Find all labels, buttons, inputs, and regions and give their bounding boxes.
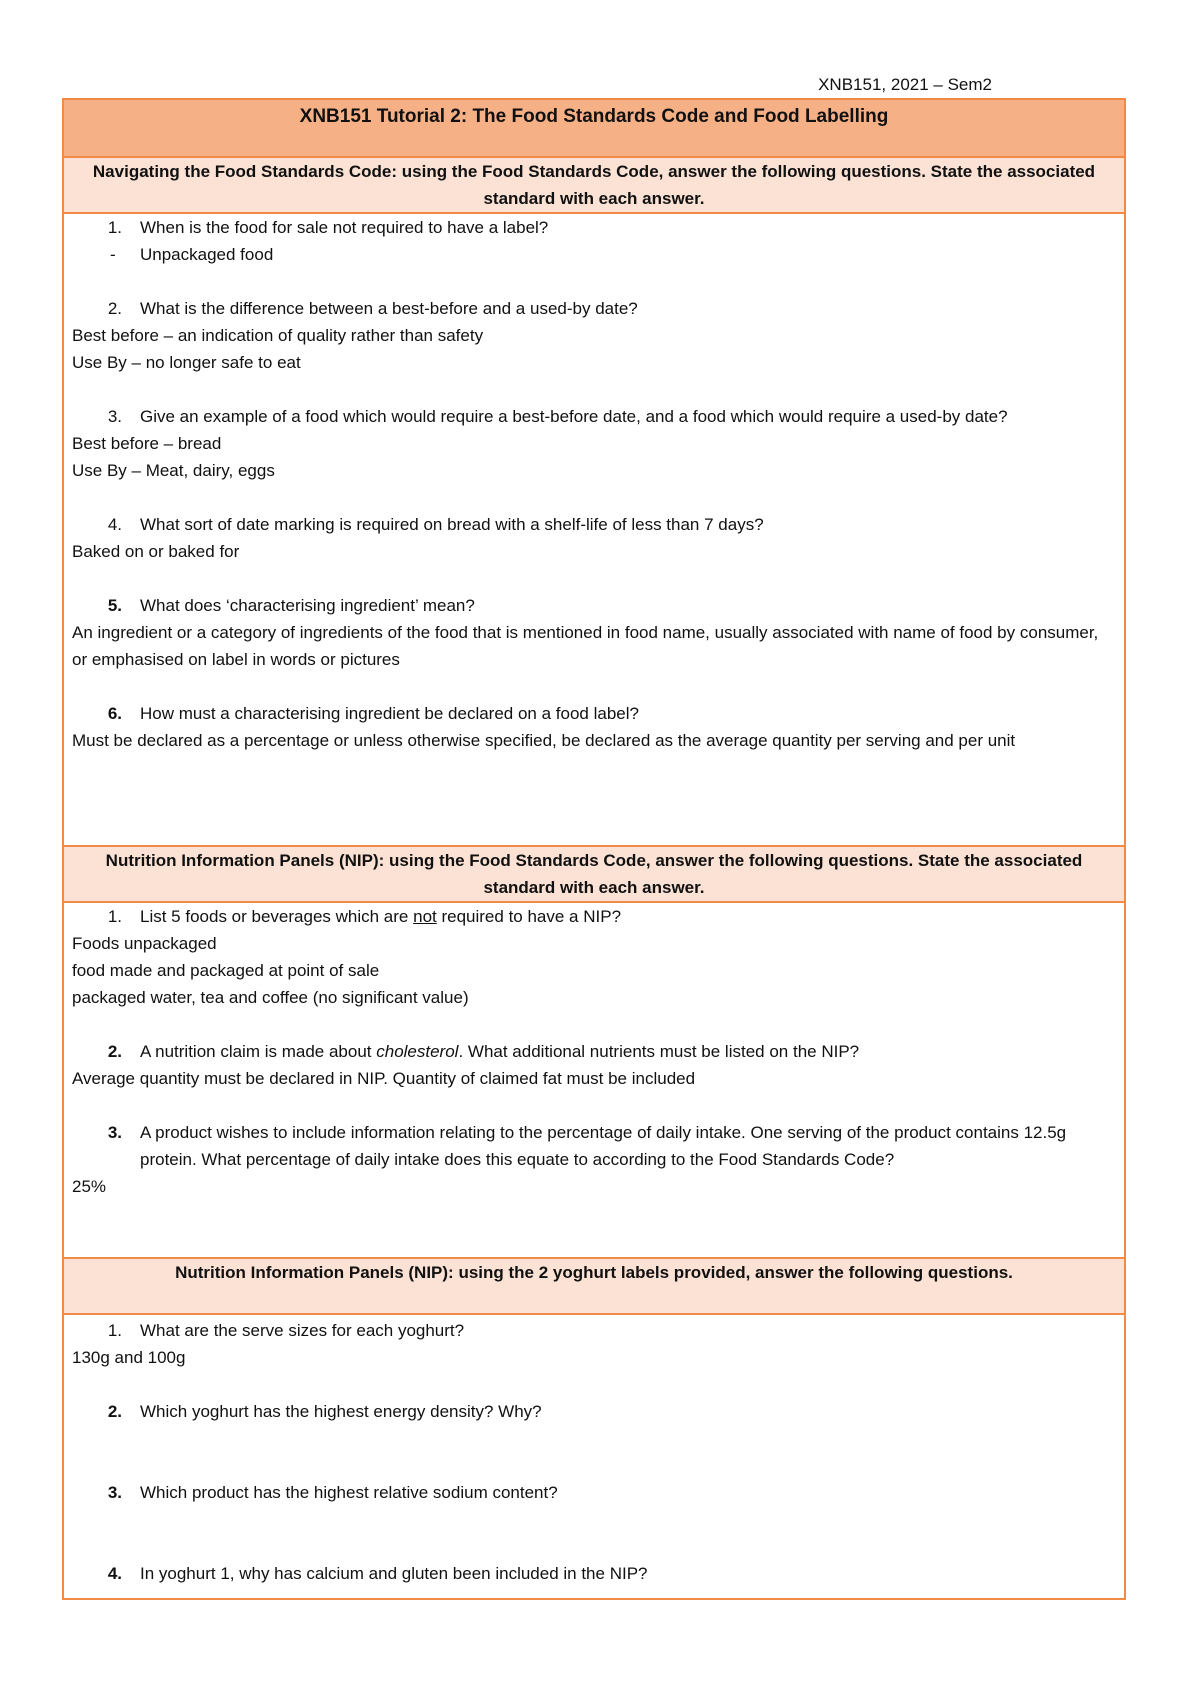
section-heading-nip-yoghurt: Nutrition Information Panels (NIP): using the 2 yoghurt labels provided, answer the following questions. [64,1259,1124,1315]
question-number: 2. [107,299,122,318]
tutorial-table [62,98,1126,1600]
question-number: 1. [107,907,122,926]
question-4 [72,1560,1116,1587]
question-3 [72,1479,1116,1506]
question-number: 1. [107,1321,122,1340]
question-2 [72,1038,1116,1065]
answer-line: An ingredient or a category of ingredients of the food that is mentioned in food name, usually associated with name of food by consumer, or emphasised on label in words or pictures [72,623,1099,669]
question-1 [72,1317,1116,1344]
question-number: 2. [107,1042,122,1061]
question-text: What does ‘characterising ingredient’ mean? [140,596,475,615]
document-title: XNB151 Tutorial 2: The Food Standards Code and Food Labelling [64,100,1124,158]
question-text: A nutrition claim is made about cholesterol. What additional nutrients must be listed on the NIP? [140,1042,860,1061]
question-text: Which yoghurt has the highest energy density? Why? [140,1402,542,1421]
question-1 [72,214,1116,241]
question-number: 3. [107,1123,122,1142]
question-text: What are the serve sizes for each yoghurt? [140,1321,465,1340]
underlined-word: not [413,907,437,926]
question-1 [72,903,1116,930]
question-number: 6. [107,704,122,723]
answer-text: Unpackaged food [140,245,274,264]
section-heading-navigating-code: Navigating the Food Standards Code: using the Food Standards Code, answer the following questions. State the associated standard with each answer. [64,158,1124,214]
section-heading-nip-code: Nutrition Information Panels (NIP): using the Food Standards Code, answer the following questions. State the associated standard with each answer. [64,847,1124,903]
answer-line: Average quantity must be declared in NIP. Quantity of claimed fat must be included [72,1069,696,1088]
question-5 [72,592,1116,619]
answer-line: packaged water, tea and coffee (no significant value) [72,988,469,1007]
question-2 [72,295,1116,322]
answer-line: Best before – an indication of quality rather than safety [72,326,484,345]
answer-line: Use By – no longer safe to eat [72,353,301,372]
question-3 [72,1119,1116,1173]
question-text: A product wishes to include information relating to the percentage of daily intake. One serving of the product contains 12.5g protein. What percentage of daily intake does this equate to according to the Food Standards Code? [140,1123,1067,1169]
question-number: 2. [107,1402,122,1421]
answer-line: 25% [72,1177,107,1196]
bullet-dash: - [110,245,116,264]
question-text: In yoghurt 1, why has calcium and gluten been included in the NIP? [140,1564,648,1583]
question-number: 5. [107,596,122,615]
question-number: 4. [107,515,122,534]
question-text: How must a characterising ingredient be declared on a food label? [140,704,639,723]
question-text: When is the food for sale not required to have a label? [140,218,549,237]
question-text: List 5 foods or beverages which are not required to have a NIP? [140,907,622,926]
question-text: Give an example of a food which would require a best-before date, and a food which would require a used-by date? [140,407,1008,426]
answer-1 [72,241,1116,268]
section-body-nip-yoghurt [64,1315,1124,1598]
question-3 [72,403,1116,430]
question-4 [72,511,1116,538]
question-text: What sort of date marking is required on bread with a shelf-life of less than 7 days? [140,515,764,534]
section-body-nip-code [64,903,1124,1259]
answer-line: Best before – bread [72,434,222,453]
question-number: 4. [107,1564,122,1583]
answer-line: Baked on or baked for [72,542,240,561]
answer-line: Foods unpackaged [72,934,217,953]
header-course-ref: XNB151, 2021 – Sem2 [818,75,992,94]
question-number: 3. [107,1483,122,1502]
section-body-navigating-code [64,214,1124,847]
answer-line: 130g and 100g [72,1348,186,1367]
answer-line: Use By – Meat, dairy, eggs [72,461,275,480]
question-number: 3. [107,407,122,426]
question-2 [72,1398,1116,1425]
italic-word: cholesterol [376,1042,459,1061]
answer-line: food made and packaged at point of sale [72,961,380,980]
question-text: What is the difference between a best-before and a used-by date? [140,299,638,318]
answer-line: Must be declared as a percentage or unless otherwise specified, be declared as the average quantity per serving and per unit [72,731,1016,750]
question-6 [72,700,1116,727]
question-number: 1. [107,218,122,237]
question-text: Which product has the highest relative sodium content? [140,1483,558,1502]
